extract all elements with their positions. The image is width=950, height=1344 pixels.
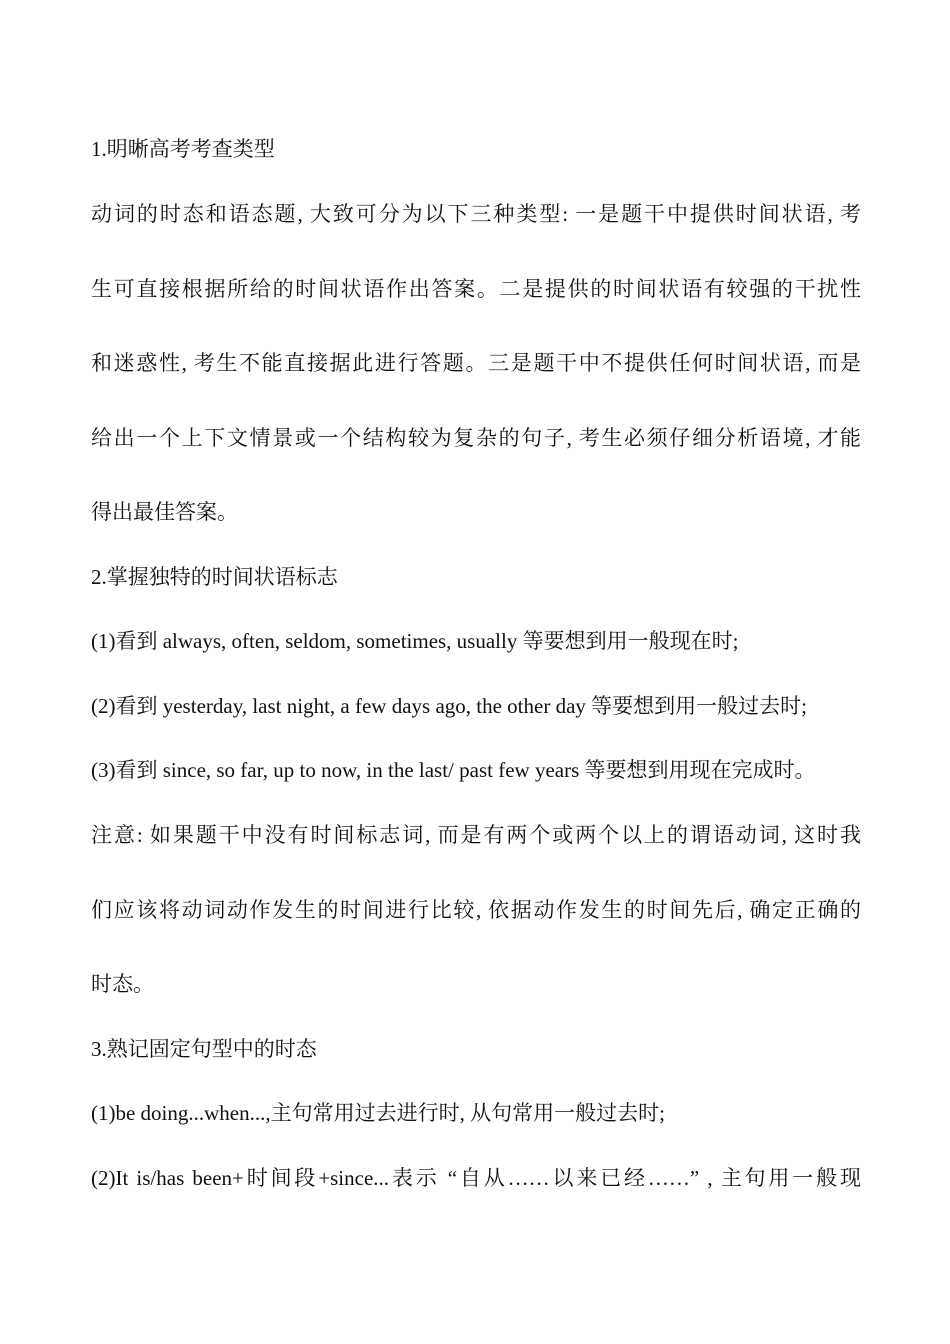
list-item: (1)看到 always, often, seldom, sometimes, usually 等要想到用一般现在时;	[91, 629, 739, 653]
heading-2: 2.掌握独特的时间状语标志	[91, 565, 338, 589]
paragraph-line: 和迷惑性, 考生不能直接据此进行答题。三是题干中不提供任何时间状语, 而是	[91, 351, 861, 375]
list-item: (3)看到 since, so far, up to now, in the last/ past few years 等要想到用现在完成时。	[91, 758, 816, 782]
paragraph-line: 给出一个上下文情景或一个结构较为复杂的句子, 考生必须仔细分析语境, 才能	[91, 426, 861, 450]
list-item: (2)It is/has been+时间段+since...表示 “自从……以来已经……” , 主句用一般现	[91, 1166, 861, 1190]
paragraph-line: 得出最佳答案。	[91, 500, 238, 524]
note-line: 们应该将动词动作发生的时间进行比较, 依据动作发生的时间先后, 确定正确的	[91, 898, 861, 922]
paragraph-line: 生可直接根据所给的时间状语作出答案。二是提供的时间状语有较强的干扰性	[91, 277, 861, 301]
heading-1: 1.明晰高考考查类型	[91, 137, 275, 161]
list-item: (2)看到 yesterday, last night, a few days ago, the other day 等要想到用一般过去时;	[91, 694, 807, 718]
paragraph-line: 动词的时态和语态题, 大致可分为以下三种类型: 一是题干中提供时间状语, 考	[91, 202, 861, 226]
heading-3: 3.熟记固定句型中的时态	[91, 1037, 317, 1061]
list-item: (1)be doing...when...,主句常用过去进行时, 从句常用一般过去时;	[91, 1101, 665, 1125]
note-line: 时态。	[91, 972, 154, 996]
note-line: 注意: 如果题干中没有时间标志词, 而是有两个或两个以上的谓语动词, 这时我	[91, 823, 861, 847]
